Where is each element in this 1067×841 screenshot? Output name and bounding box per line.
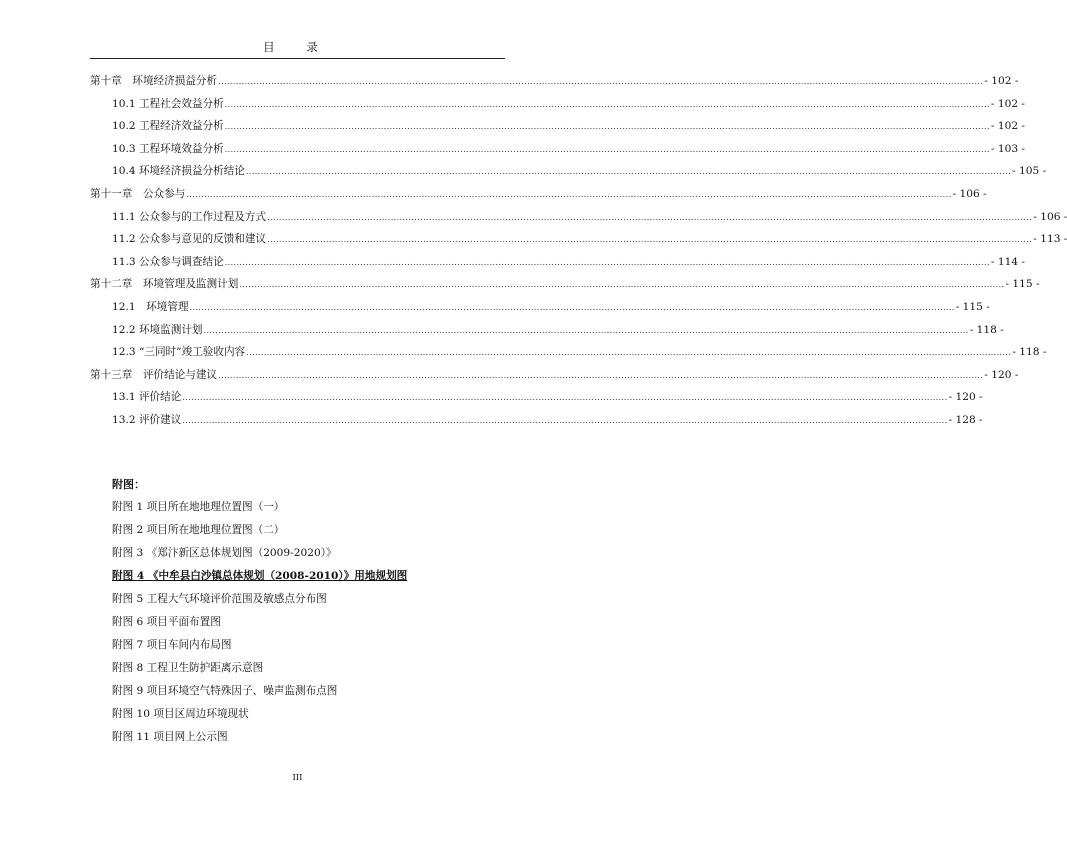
toc-entry-page: - 114 - <box>990 255 1026 268</box>
table-of-contents <box>90 73 1067 435</box>
toc-entry-page: - 106 - <box>952 187 987 200</box>
toc-entry-title: 12.1 环境管理 <box>112 300 189 313</box>
toc-entry-title: 第十一章 公众参与 <box>90 187 186 200</box>
toc-entry-page: - 120 - <box>948 391 983 404</box>
toc-entry-title: 13.2 评价建议 <box>112 413 182 426</box>
toc-dot-leader: .................................................................................................................................................................................................................................................................... <box>203 325 969 335</box>
toc-entry-page: - 128 - <box>948 413 983 426</box>
toc-dot-leader: .................................................................................................................................................................................................................................................................... <box>245 167 1012 177</box>
toc-entry-title: 第十二章 环境管理及监测计划 <box>90 278 239 291</box>
figures-list <box>112 499 407 752</box>
toc-dot-leader: .................................................................................................................................................................................................................................................................... <box>182 393 948 403</box>
figure-list-item[interactable]: 附图 6 项目平面布置图 <box>112 616 221 628</box>
toc-dot-leader: .................................................................................................................................................................................................................................................................... <box>189 302 955 312</box>
toc-entry-page: - 106 - <box>1033 210 1067 223</box>
toc-dot-leader: .................................................................................................................................................................................................................................................................... <box>186 189 952 199</box>
toc-dot-leader: .................................................................................................................................................................................................................................................................... <box>267 235 1033 245</box>
toc-entry-title: 第十章 环境经济损益分析 <box>90 75 218 87</box>
toc-entry-title: 第十三章 评价结论与建议 <box>90 368 218 381</box>
toc-dot-leader: .................................................................................................................................................................................................................................................................... <box>267 212 1033 222</box>
toc-dot-leader: .................................................................................................................................................................................................................................................................... <box>224 122 990 132</box>
toc-entry-title: 10.2 工程经济效益分析 <box>112 120 224 133</box>
toc-section-entry[interactable] <box>90 141 1026 164</box>
toc-entry-title: 11.1 公众参与的工作过程及方式 <box>112 210 267 223</box>
toc-section-entry[interactable] <box>90 254 1026 277</box>
toc-dot-leader: .................................................................................................................................................................................................................................................................... <box>246 348 1012 358</box>
toc-entry-title: 11.2 公众参与意见的反馈和建议 <box>112 233 267 246</box>
toc-chapter-entry[interactable] <box>90 367 1019 390</box>
toc-section-entry[interactable] <box>90 231 1067 254</box>
toc-entry-page: - 118 - <box>969 323 1004 336</box>
figure-list-item[interactable]: 附图 11 项目网上公示图 <box>112 731 228 743</box>
toc-dot-leader: .................................................................................................................................................................................................................................................................... <box>218 370 984 380</box>
toc-entry-title: 11.3 公众参与调查结论 <box>112 255 224 268</box>
toc-dot-leader: .................................................................................................................................................................................................................................................................... <box>224 144 990 154</box>
figure-list-item[interactable]: 附图 1 项目所在地地理位置图（一） <box>112 501 285 513</box>
toc-entry-page: - 115 - <box>1005 278 1040 291</box>
figure-list-item[interactable]: 附图 7 项目车间内布局图 <box>112 639 232 651</box>
figure-list-item[interactable]: 附图 8 工程卫生防护距离示意图 <box>112 662 264 674</box>
page-header-title: 目 录 <box>90 40 505 59</box>
toc-section-entry[interactable] <box>90 299 990 322</box>
toc-dot-leader: .................................................................................................................................................................................................................................................................... <box>224 257 990 267</box>
toc-entry-title: 13.1 评价结论 <box>112 391 182 404</box>
toc-entry-page: - 115 - <box>955 300 990 313</box>
toc-dot-leader: .................................................................................................................................................................................................................................................................... <box>218 77 984 86</box>
toc-dot-leader: .................................................................................................................................................................................................................................................................... <box>239 280 1005 290</box>
toc-entry-page: - 102 - <box>990 97 1026 110</box>
figure-list-item[interactable]: 附图 3 《郑汴新区总体规划图（2009-2020）》 <box>112 547 337 559</box>
figures-heading: 附图： <box>112 478 145 491</box>
toc-entry-page: - 105 - <box>1012 165 1047 178</box>
toc-entry-title: 10.1 工程社会效益分析 <box>112 97 224 110</box>
figure-list-item[interactable]: 附图 9 项目环境空气特殊因子、噪声监测布点图 <box>112 685 338 697</box>
toc-entry-title: 10.3 工程环境效益分析 <box>112 142 224 155</box>
toc-chapter-entry[interactable] <box>90 73 1019 96</box>
toc-chapter-entry[interactable] <box>90 276 1040 299</box>
toc-entry-page: - 103 - <box>990 142 1026 155</box>
page-number: III <box>292 773 303 783</box>
toc-entry-title: 12.3 “三同时”竣工验收内容 <box>112 346 246 359</box>
toc-dot-leader: .................................................................................................................................................................................................................................................................... <box>224 99 990 109</box>
toc-entry-title: 10.4 环境经济损益分析结论 <box>112 165 245 178</box>
toc-section-entry[interactable] <box>90 344 1047 367</box>
toc-section-entry[interactable] <box>90 163 1047 186</box>
figure-list-item[interactable]: 附图 10 项目区周边环境现状 <box>112 708 249 720</box>
figure-list-item[interactable]: 附图 4 《中牟县白沙镇总体规划（2008-2010）》用地规划图 <box>112 570 408 582</box>
figure-list-item[interactable]: 附图 5 工程大气环境评价范围及敏感点分布图 <box>112 593 327 605</box>
toc-dot-leader: .................................................................................................................................................................................................................................................................... <box>182 415 948 425</box>
toc-section-entry[interactable] <box>90 412 983 435</box>
toc-section-entry[interactable] <box>90 389 983 412</box>
toc-entry-page: - 113 - <box>1033 233 1067 246</box>
toc-chapter-entry[interactable] <box>90 186 987 209</box>
toc-section-entry[interactable] <box>90 118 1026 141</box>
toc-section-entry[interactable] <box>90 322 1004 345</box>
toc-entry-page: - 118 - <box>1012 346 1047 359</box>
toc-entry-page: - 102 - <box>984 75 1019 87</box>
toc-section-entry[interactable] <box>90 96 1026 119</box>
toc-entry-page: - 120 - <box>984 368 1019 381</box>
toc-entry-title: 12.2 环境监测计划 <box>112 323 203 336</box>
figure-list-item[interactable]: 附图 2 项目所在地地理位置图（二） <box>112 524 285 536</box>
toc-section-entry[interactable] <box>90 209 1067 232</box>
toc-entry-page: - 102 - <box>990 120 1026 133</box>
